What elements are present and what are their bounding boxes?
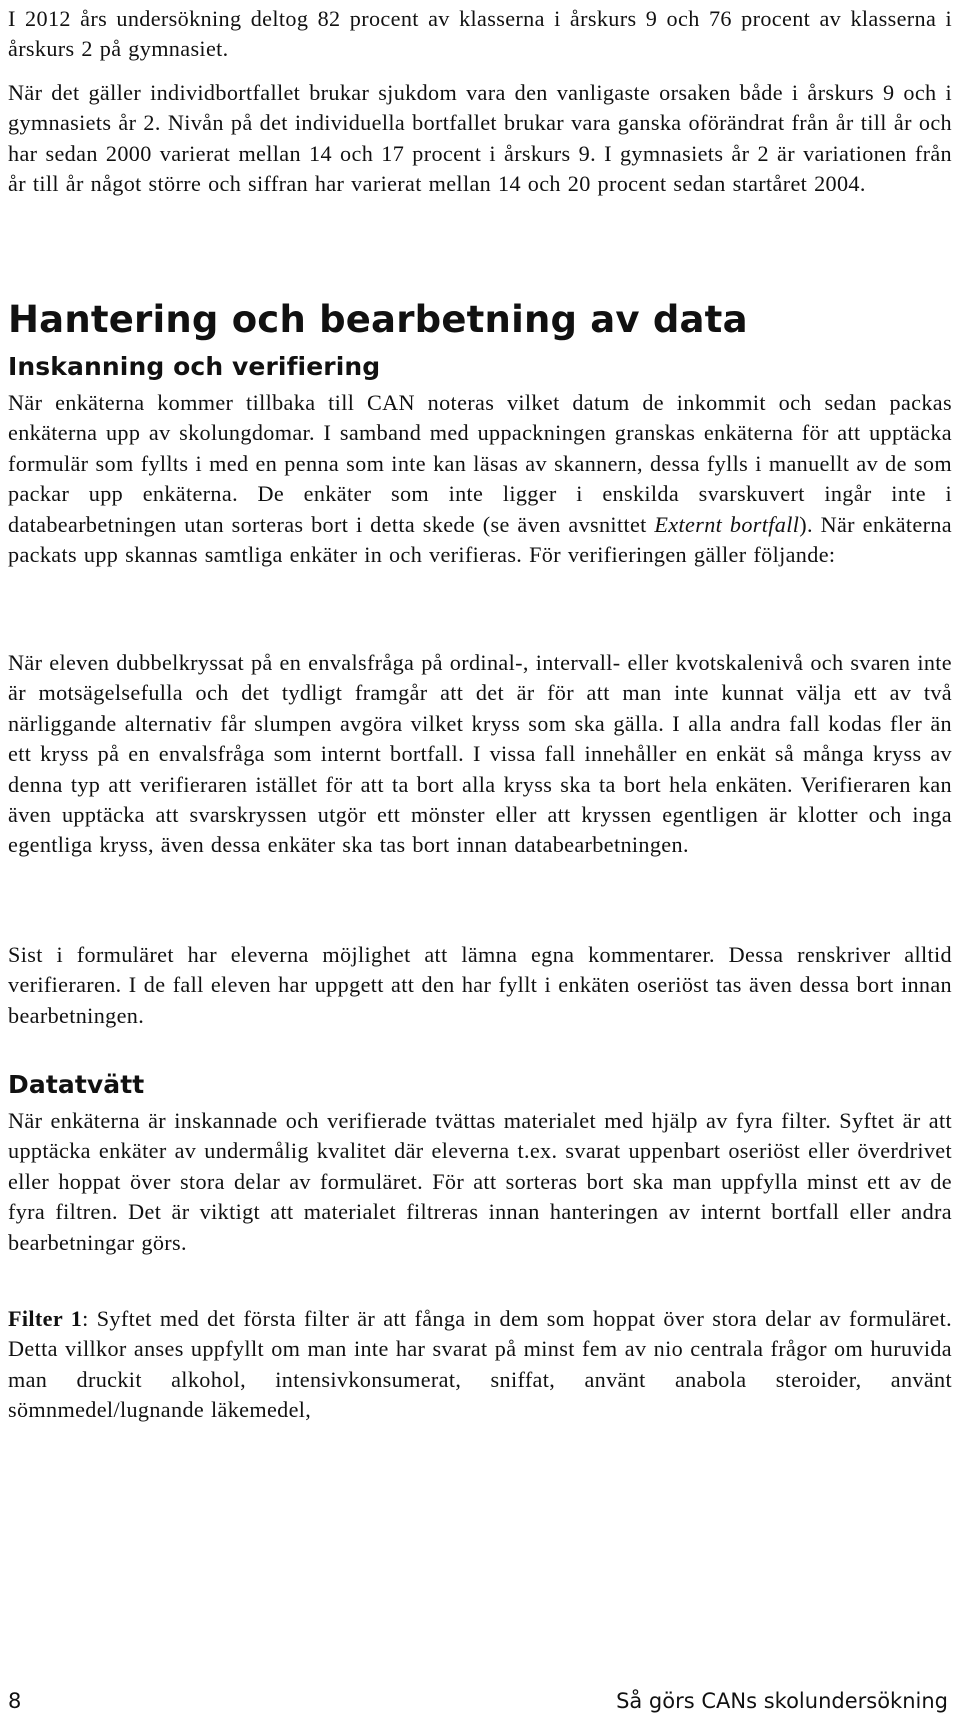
filter-1-text: : Syftet med det första filter är att fånga in dem som hoppat över stora delar av formuläret. Detta villkor anses uppfyllt om man inte har svarat på minst fem av nio centrala frågor om huruvida man druckit alkohol, intensivkonsumerat, sniffat, använt anabola steroider, använt sömnmedel/lugnande läkemedel,	[8, 1306, 952, 1423]
subheading-scanning: Inskanning och verifiering	[8, 352, 381, 381]
paragraph-verification-rules: När eleven dubbelkryssat på en envalsfråga på ordinal-, intervall- eller kvotskalenivå och svaren inte är motsägelsefulla och det tydligt framgår att det är för att man inte kunnat välja ett av två närliggande alternativ får slumpen avgöra vilket kryss som ska gälla. I alla andra fall kodas fler än ett kryss på en envalsfråga som internt bortfall. I vissa fall innehåller en enkät så många kryss av denna typ att verifieraren istället för att ta bort alla kryss ska ta bort hela enkäten. Verifieraren kan även upptäcka att svarskryssen utgör ett mönster eller att kryssen egentligen är klotter och inga egentliga kryss, även dessa enkäter ska tas bort innan databearbetningen.	[8, 650, 952, 858]
subheading-data-cleaning: Datatvätt	[8, 1070, 145, 1099]
paragraph-scanning	[8, 388, 952, 570]
page-footer	[8, 1688, 948, 1714]
paragraph-filter-1	[8, 1304, 952, 1426]
paragraph-participation: I 2012 års undersökning deltog 82 procent av klasserna i årskurs 9 och 76 procent av klasserna i årskurs 2 på gymnasiet.	[8, 6, 952, 62]
paragraph-data-cleaning: När enkäterna är inskannade och verifierade tvättas materialet med hjälp av fyra filter. Syftet är att upptäcka enkäter av undermålig kvalitet där eleverna t.ex. svarat uppenbart oseriöst eller överdrivet eller hoppat över stora delar av formuläret. För att sorteras bort ska man uppfylla minst ett av de fyra filtren. Det är viktigt att materialet filtreras innan hanteringen av internt bortfall eller andra bearbetningar görs.	[8, 1108, 952, 1255]
paragraph-individual-dropout: När det gäller individbortfallet brukar sjukdom vara den vanligaste orsaken både i årskurs 9 och i gymnasiets år 2. Nivån på det individuella bortfallet brukar vara ganska oförändrat från år till år och har sedan 2000 varierat mellan 14 och 17 procent i årskurs 9. I gymnasiets år 2 är variationen från år till år något större och siffran har varierat mellan 14 och 20 procent sedan startåret 2004.	[8, 80, 952, 197]
page-number: 8	[8, 1689, 22, 1713]
publication-title: Så görs CANs skolundersökning	[616, 1689, 948, 1713]
paragraph-comments: Sist i formuläret har eleverna möjlighet att lämna egna kommentarer. Dessa renskriver alltid verifieraren. I de fall eleven har uppgett att den har fyllt i enkäten oseriöst tas även dessa bort innan bearbetningen.	[8, 942, 952, 1028]
paragraph-scanning-text-2: ). När enkäterna packats upp skannas samtliga enkäter in och verifieras. För verifieringen gäller följande:	[8, 511, 952, 568]
external-dropout-reference: Externt bortfall	[654, 511, 800, 537]
paragraph-scanning-text-1: När enkäterna kommer tillbaka till CAN noteras vilket datum de inkommit och sedan packas enkäterna upp av skolungdomar. I samband med uppackningen granskas enkäterna för att upptäcka formulär som fyllts i med en penna som inte kan läsas av skannern, dessa fylls i manuellt av de som packar upp enkäterna. De enkäter som inte ligger i enskilda svarskuvert ingår inte i databearbetningen utan sorteras bort i detta skede (se även avsnittet	[8, 390, 952, 537]
filter-1-label: Filter 1	[8, 1306, 83, 1331]
section-heading: Hantering och bearbetning av data	[8, 298, 748, 341]
